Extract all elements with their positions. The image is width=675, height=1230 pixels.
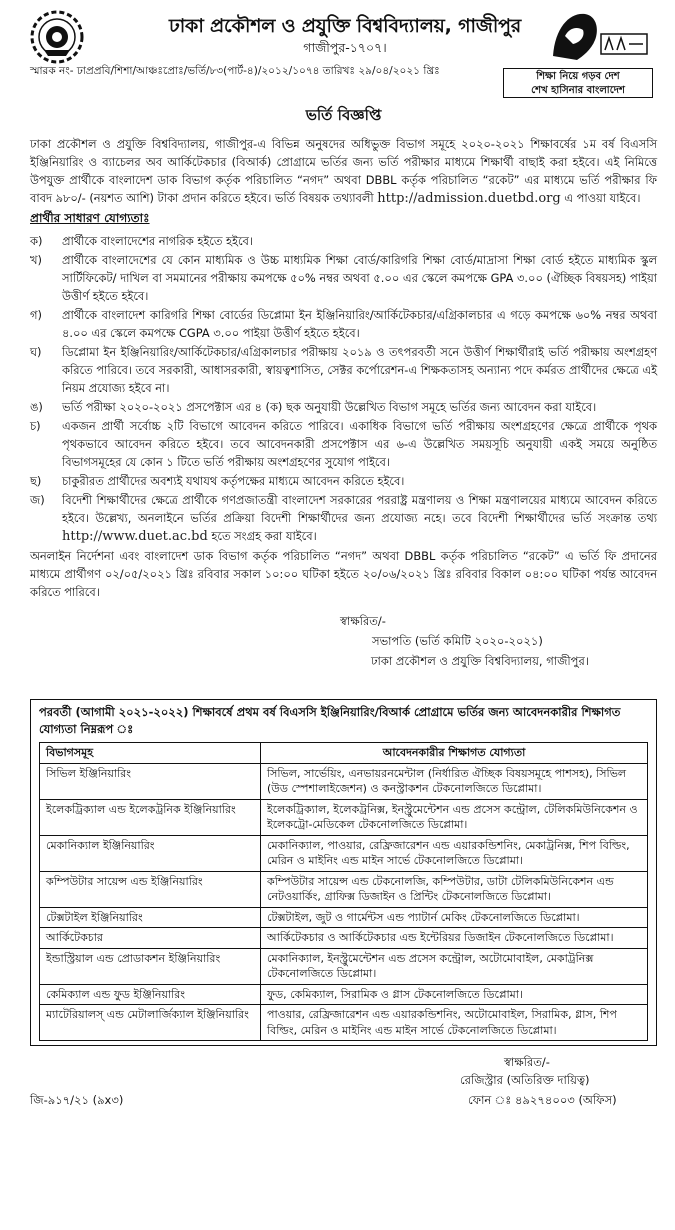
dept-cell: ইন্ডাস্ট্রিয়াল এন্ড প্রোডাকশন ইঞ্জিনিয়ারিং	[40, 948, 261, 984]
memo-number: স্মারক নং- ঢাপ্রপ্রবি/শিশা/আঞ্চঃপ্রোঃ/ভর্তি/৮৩(পার্ট-৪)/২০১২/১০৭৪ তারিখঃ ২৯/০৪/২০২১ খ্রিঃ	[30, 65, 440, 77]
column-header-req: আবেদনকারীর শিক্ষাগত যোগ্যতা	[261, 743, 648, 764]
eligibility-heading: প্রার্থীর সাধারণ যোগ্যতাঃ	[30, 211, 150, 225]
notice-code: জি-৯১৭/২১ (৯x৩)	[30, 1093, 124, 1107]
signature-org: ঢাকা প্রকৌশল ও প্রযুক্তি বিশ্ববিদ্যালয়, গাজীপুর।	[371, 654, 589, 668]
list-item-text: ডিপ্লোমা ইন ইঞ্জিনিয়ারিং/আর্কিটেকচার/এগ্রিকালচার পরীক্ষায় ২০১৯ ও তৎপরবর্তী সনে উত্তীর্ণ শিক্ষার্থীরাই ভর্তি পরীক্ষায় অংশগ্রহণ করিতে পারিবে। তবে সরকারী, আধাসরকারী, স্বায়ত্বশাসিত, সেক্টর কর্পোরেশন-এ শিক্ষকতাসহ অন্যান্য পদে কর্মরত প্রার্থীদের ক্ষেত্রে এই নিয়ম প্রযোজ্য হইবে না।	[62, 345, 657, 395]
university-logo-icon	[30, 10, 84, 64]
list-marker: ক)	[30, 234, 43, 248]
duet-website-link[interactable]: http://www.duet.ac.bd	[62, 529, 208, 544]
intro-suffix: এ পাওয়া যাইবে।	[560, 191, 641, 205]
list-marker: ছ)	[30, 474, 42, 488]
req-cell: ইলেকট্রিক্যাল, ইলেকট্রনিক্স, ইনস্ট্রুমেন্টেশন এন্ড প্রসেস কন্ট্রোল, টেলিকমিউনিকেশন ও ইলেকট্রো-মেডিকেল টেকনোলজিতে ডিপ্লোমা।	[261, 799, 648, 835]
req-cell: ফুড, কেমিক্যাল, সিরামিক ও গ্লাস টেকনোলজিতে ডিপ্লোমা।	[261, 984, 648, 1005]
intro-paragraph	[30, 135, 657, 208]
slogan-box	[503, 68, 653, 98]
req-cell: কম্পিউটার সায়েন্স এন্ড টেকনোলজি, কম্পিউটার, ডাটা টেলিকমিউনিকেশন এন্ড নেটওয়ার্কিং, গ্রাফিক্স ডিজাইন ও প্রিন্টিং টেকনোলজিতে ডিপ্লোমা।	[261, 871, 648, 907]
table-row	[40, 835, 648, 871]
dept-cell: সিভিল ইঞ্জিনিয়ারিং	[40, 763, 261, 799]
table-row	[40, 928, 648, 949]
registrar-phone: ফোন ঃ ৪৯২৭৪০০৩ (অফিস)	[468, 1093, 617, 1107]
dept-cell: কেমিক্যাল এন্ড ফুড ইঞ্জিনিয়ারিং	[40, 984, 261, 1005]
table-row	[40, 984, 648, 1005]
list-item	[30, 306, 657, 342]
list-item	[30, 491, 657, 546]
req-cell: মেকানিক্যাল, ইনস্ট্রুমেন্টেশন এন্ড প্রসেস কন্ট্রোল, অটোমোবাইল, মেকাট্রনিক্স টেকনোলজিতে ডিপ্লোমা।	[261, 948, 648, 984]
next-year-heading: পরবর্তী (আগামী ২০২১-২০২২) শিক্ষাবর্ষে প্রথম বর্ষ বিএসসি ইঞ্জিনিয়ারিং/বিআর্ক প্রোগ্রামে ভর্তির জন্য আবেদনকারীর শিক্ষাগত যোগ্যতা নিম্নরূপ ঃ	[39, 705, 621, 736]
list-item-text: একজন প্রার্থী সর্বোচ্চ ২টি বিভাগে আবেদন করিতে পারিবে। একাধিক বিভাগে ভর্তি পরীক্ষায় অংশগ্রহণের ক্ষেত্রে প্রার্থীকে পৃথক পৃথকভাবে আবেদন করিতে হইবে। তবে আবেদনকারী প্রসপেক্টাস এর ৬-এ উল্লেখিত সময়সূচি অনুযায়ী একই সময়ে অনুষ্ঠিত বিভাগসমূহের যে কোন ১ টিতে ভর্তি পরীক্ষায় অংশগ্রহণের সুযোগ পাইবে।	[62, 419, 657, 469]
list-item-text: ভর্তি পরীক্ষা ২০২০-২০২১ প্রসপেক্টাস এর ৪ (ক) ছক অনুযায়ী উল্লেখিত বিভাগ সমূহে ভর্তির জন্য আবেদন করা যাইবে।	[62, 400, 597, 414]
slogan-line-1: শিক্ষা নিয়ে গড়ব দেশ	[536, 71, 620, 82]
req-cell: পাওয়ার, রেফ্রিজারেশন এন্ড এয়ারকন্ডিশনিং, অটোমোবাইল, সিরামিক, গ্লাস, শিপ বিল্ডিং, মেরিন ও মাইনিং এন্ড মাইন সার্ভে টেকনোলজিতে ডিপ্লোমা।	[261, 1005, 648, 1041]
dept-cell: মেকানিক্যাল ইঞ্জিনিয়ারিং	[40, 835, 261, 871]
dept-cell: ম্যাটেরিয়ালস্ এন্ড মেটালার্জিক্যাল ইঞ্জিনিয়ারিং	[40, 1005, 261, 1041]
signature-signed: স্বাক্ষরিত/-	[340, 614, 386, 628]
online-application-note: অনলাইন নির্দেশনা এবং বাংলাদেশ ডাক বিভাগ কর্তৃক পরিচালিত “নগদ” অথবা DBBL কর্তৃক পরিচালিত “রকেট” এ ভর্তি ফি প্রদানের মাধ্যমে প্রার্থীগণ ০২/০৫/২০২১ খ্রিঃ রবিবার সকাল ১০:০০ ঘটিকা হইতে ২০/০৬/২০২১ খ্রিঃ রবিবার বিকাল ০৪:০০ ঘটিকা পর্যন্ত আবেদন করিতে পারিবে।	[30, 549, 657, 599]
table-row	[40, 763, 648, 799]
table-header-row	[40, 743, 648, 764]
list-item	[30, 232, 657, 250]
table-row	[40, 907, 648, 928]
list-item-text: প্রার্থীকে বাংলাদেশের যে কোন মাধ্যমিক ও উচ্চ মাধ্যমিক শিক্ষা বোর্ড/কারিগরি শিক্ষা বোর্ড/মাদ্রাসা শিক্ষা বোর্ড হইতে মাধ্যমিক স্কুল সার্টিফিকেট/ দাখিল বা সমমানের পরীক্ষায় কমপক্ষে ৫০% নম্বর অথবা ৫.০০ এর স্কেলে কমপক্ষে GPA ৩.০০ (ঐচ্ছিক বিষয়সহ) পাইয়া উত্তীর্ণ হইতে হইবে।	[62, 253, 657, 303]
admission-link[interactable]: http://admission.duetbd.org	[377, 191, 561, 206]
university-city: গাজীপুর-১৭০৭।	[303, 40, 387, 55]
list-item	[30, 251, 657, 305]
list-marker: জ)	[30, 493, 45, 507]
registrar-signed: স্বাক্ষরিত/-	[504, 1055, 550, 1069]
registrar-designation: রেজিস্ট্রার (অতিরিক্ত দায়িত্ব)	[460, 1073, 590, 1087]
table-row	[40, 799, 648, 835]
req-cell: আর্কিটেকচার ও আর্কিটেকচার এন্ড ইন্টেরিয়র ডিজাইন টেকনোলজিতে ডিপ্লোমা।	[261, 928, 648, 949]
list-item	[30, 398, 657, 416]
table-row	[40, 871, 648, 907]
list-item-suffix: হতে সংগ্রহ করা যাইবে।	[207, 529, 317, 543]
column-header-dept: বিভাগসমূহ	[40, 743, 261, 764]
list-marker: খ)	[30, 253, 42, 267]
header	[30, 0, 657, 100]
req-cell: সিভিল, সার্ভেয়িং, এনভায়রনমেন্টাল (নির্ধারিত ঐচ্ছিক বিষয়সমূহে পাশসহ), সিভিল (উড স্পেশালাইজেশন) ও কনস্ট্রাকশন টেকনোলজিতে ডিপ্লোমা।	[261, 763, 648, 799]
list-marker: চ)	[30, 419, 41, 433]
list-marker: ঙ)	[30, 400, 43, 414]
intro-text: ঢাকা প্রকৌশল ও প্রযুক্তি বিশ্ববিদ্যালয়, গাজীপুর-এ বিভিন্ন অনুষদের অধিভুক্ত বিভাগ সমূহে ২০২০-২০২১ শিক্ষাবর্ষের ১ম বর্ষ বিএসসি ইঞ্জিনিয়ারিং ও ব্যাচেলর অব আর্কিটেকচার (বিআর্ক) প্রোগ্রামে ভর্তির জন্য ভর্তি পরীক্ষার মাধ্যমে শিক্ষার্থী বাছাই করা হইবে। এই নিমিত্তে উপযুক্ত প্রার্থীকে বাংলাদেশ ডাক বিভাগ কর্তৃক পরিচালিত “নগদ” অথবা DBBL কর্তৃক পরিচালিত “রকেট” এর মাধ্যমে ভর্তি পরীক্ষার ফি বাবদ ৯৮০/- (নয়শত আশি) টাকা প্রদান করিতে হইবে। ভর্তি বিষয়ক তথ্যাবলী	[30, 137, 657, 205]
signature-block-registrar	[30, 1054, 657, 1116]
dept-cell: ইলেকট্রিক্যাল এন্ড ইলেকট্রনিক ইঞ্জিনিয়ারিং	[40, 799, 261, 835]
signature-designation: সভাপতি (ভর্তি কমিটি ২০২০-২০২১)	[372, 634, 543, 648]
mujib-centenary-logo-icon	[543, 6, 653, 64]
eligibility-list	[30, 232, 657, 546]
dept-cell: আর্কিটেকচার	[40, 928, 261, 949]
list-item-text: প্রার্থীকে বাংলাদেশ কারিগরি শিক্ষা বোর্ডের ডিপ্লোমা ইন ইঞ্জিনিয়ারিং/আর্কিটেকচার/এগ্রিকালচার এ গড়ে কমপক্ষে ৬০% নম্বর অথবা ৪.০০ এর স্কেলে কমপক্ষে CGPA ৩.০০ পাইয়া উত্তীর্ণ হইতে হইবে।	[62, 308, 657, 340]
dept-cell: কম্পিউটার সায়েন্স এন্ড ইঞ্জিনিয়ারিং	[40, 871, 261, 907]
next-year-requirements-box	[30, 699, 657, 1046]
table-row	[40, 948, 648, 984]
slogan-line-2: শেখ হাসিনার বাংলাদেশ	[531, 85, 625, 96]
requirements-table	[39, 742, 648, 1041]
list-item	[30, 417, 657, 471]
req-cell: টেক্সটাইল, জুট ও গার্মেন্টস এন্ড প্যাটার্ন মেকিং টেকনোলজিতে ডিপ্লোমা।	[261, 907, 648, 928]
dept-cell: টেক্সটাইল ইঞ্জিনিয়ারিং	[40, 907, 261, 928]
list-item-text: প্রার্থীকে বাংলাদেশের নাগরিক হইতে হইবে।	[62, 234, 253, 248]
university-name: ঢাকা প্রকৌশল ও প্রযুক্তি বিশ্ববিদ্যালয়, গাজীপুর	[168, 15, 522, 37]
list-marker: গ)	[30, 308, 42, 322]
req-cell: মেকানিক্যাল, পাওয়ার, রেফ্রিজারেশন এন্ড এয়ারকন্ডিশনিং, মেকাট্রনিক্স, শিপ বিল্ডিং, মেরিন ও মাইনিং এন্ড মাইন সার্ভে টেকনোলজিতে ডিপ্লোমা।	[261, 835, 648, 871]
signature-block-committee	[30, 613, 657, 695]
list-item-text: চাকুরীরত প্রার্থীদের অবশ্যই যথাযথ কর্তৃপক্ষের মাধ্যমে আবেদন করিতে হইবে।	[62, 474, 405, 488]
list-item	[30, 472, 657, 490]
notice-title: ভর্তি বিজ্ঞপ্তি	[305, 106, 382, 124]
list-item	[30, 343, 657, 397]
table-row	[40, 1005, 648, 1041]
list-item-text: বিদেশী শিক্ষার্থীদের ক্ষেত্রে প্রার্থীকে গণপ্রজাতন্ত্রী বাংলাদেশ সরকারের পররাষ্ট্র মন্ত্রণালয় ও শিক্ষা মন্ত্রণালয়ের মাধ্যমে আবেদন করিতে হইবে। উল্লেখ্য, অনলাইনে ভর্তির প্রক্রিয়া বিদেশী শিক্ষার্থীদের জন্য প্রযোজ্য নহে। তবে বিদেশী শিক্ষার্থীদের ভর্তি সংক্রান্ত তথ্য	[62, 493, 657, 525]
list-marker: ঘ)	[30, 345, 42, 359]
